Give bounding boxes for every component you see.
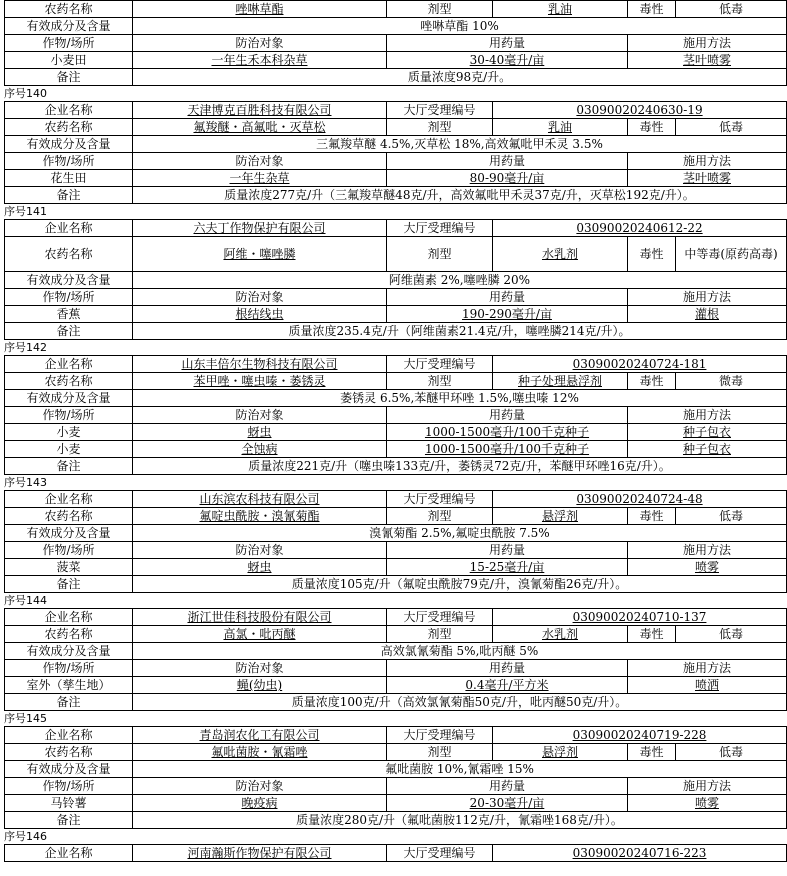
- dosage-header: 用药量: [386, 34, 628, 52]
- use-target: 全蚀病: [132, 440, 387, 458]
- toxicity-value: 微毒: [675, 372, 787, 390]
- company-label: 企业名称: [4, 219, 133, 237]
- dosage-header: 用药量: [386, 406, 628, 424]
- crop-header: 作物/场所: [4, 288, 133, 306]
- hall-no-label: 大厅受理编号: [386, 490, 493, 508]
- company-label: 企业名称: [4, 101, 133, 119]
- ingredients-label: 有效成分及含量: [4, 17, 133, 35]
- hall-no-value: 03090020240630-19: [492, 101, 787, 119]
- ingredients-value: 萎锈灵 6.5%,苯醚甲环唑 1.5%,噻虫嗪 12%: [132, 389, 787, 407]
- method-header: 施用方法: [627, 406, 787, 424]
- sequence-value: 140: [26, 86, 47, 100]
- use-dosage: 1000-1500毫升/100千克种子: [386, 423, 628, 441]
- crop-header: 作物/场所: [4, 541, 133, 559]
- remark-value: 质量浓度105克/升（氟啶虫酰胺79克/升，溴氰菊酯26克/升）。: [132, 575, 787, 593]
- sequence-prefix: 序号: [4, 340, 26, 354]
- method-header: 施用方法: [627, 288, 787, 306]
- formulation-value: 水乳剂: [492, 625, 628, 643]
- pesticide-label: 农药名称: [4, 118, 133, 136]
- sequence-number: [0, 474, 787, 490]
- dosage-header: 用药量: [386, 541, 628, 559]
- formulation-label: 剂型: [386, 743, 493, 761]
- use-target: 一年生杂草: [132, 169, 387, 187]
- pesticide-name: 氟羧醚・高氟吡・灭草松: [132, 118, 387, 136]
- target-header: 防治对象: [132, 777, 387, 795]
- remark-value: 质量浓度280克/升（氟吡菌胺112克/升，氰霜唑168克/升）。: [132, 811, 787, 829]
- hall-no-value: 03090020240612-22: [492, 219, 787, 237]
- company-name: 天津博克百胜科技有限公司: [132, 101, 387, 119]
- pesticide-label: 农药名称: [4, 625, 133, 643]
- remark-label: 备注: [4, 693, 133, 711]
- use-crop: 马铃薯: [4, 794, 133, 812]
- company-label: 企业名称: [4, 726, 133, 744]
- remark-value: 质量浓度221克/升（噻虫嗪133克/升，萎锈灵72克/升，苯醚甲环唑16克/升）。: [132, 457, 787, 475]
- ingredients-label: 有效成分及含量: [4, 642, 133, 660]
- remark-value: 质量浓度98克/升。: [132, 68, 787, 86]
- pesticide-name: 高氯・吡丙醚: [132, 625, 387, 643]
- hall-no-label: 大厅受理编号: [386, 726, 493, 744]
- hall-no-value: 03090020240716-223: [492, 844, 787, 862]
- formulation-label: 剂型: [386, 0, 493, 18]
- company-label: 企业名称: [4, 355, 133, 373]
- toxicity-label: 毒性: [627, 0, 676, 18]
- ingredients-label: 有效成分及含量: [4, 389, 133, 407]
- toxicity-value: 中等毒(原药高毒): [675, 236, 787, 272]
- hall-no-label: 大厅受理编号: [386, 355, 493, 373]
- ingredients-value: 三氟羧草醚 4.5%,灭草松 18%,高效氟吡甲禾灵 3.5%: [132, 135, 787, 153]
- use-target: 一年生禾本科杂草: [132, 51, 387, 69]
- use-dosage: 0.4毫升/平方米: [386, 676, 628, 694]
- target-header: 防治对象: [132, 288, 387, 306]
- target-header: 防治对象: [132, 152, 387, 170]
- use-dosage: 190-290毫升/亩: [386, 305, 628, 323]
- pesticide-label: 农药名称: [4, 507, 133, 525]
- use-target: 蚜虫: [132, 558, 387, 576]
- hall-no-value: 03090020240710-137: [492, 608, 787, 626]
- use-method: 喷洒: [627, 676, 787, 694]
- method-header: 施用方法: [627, 152, 787, 170]
- remark-label: 备注: [4, 457, 133, 475]
- sequence-prefix: 序号: [4, 475, 26, 489]
- use-crop: 小麦: [4, 440, 133, 458]
- method-header: 施用方法: [627, 34, 787, 52]
- toxicity-label: 毒性: [627, 236, 676, 272]
- sequence-number: [0, 85, 787, 101]
- sequence-number: [0, 828, 787, 844]
- use-dosage: 80-90毫升/亩: [386, 169, 628, 187]
- use-crop: 香蕉: [4, 305, 133, 323]
- hall-no-label: 大厅受理编号: [386, 101, 493, 119]
- formulation-label: 剂型: [386, 507, 493, 525]
- use-target: 蚜虫: [132, 423, 387, 441]
- toxicity-value: 低毒: [675, 625, 787, 643]
- sequence-prefix: 序号: [4, 711, 26, 725]
- ingredients-value: 溴氰菊酯 2.5%,氟啶虫酰胺 7.5%: [132, 524, 787, 542]
- dosage-header: 用药量: [386, 659, 628, 677]
- use-crop: 菠菜: [4, 558, 133, 576]
- sequence-number: [0, 710, 787, 726]
- sequence-prefix: 序号: [4, 204, 26, 218]
- toxicity-label: 毒性: [627, 625, 676, 643]
- formulation-label: 剂型: [386, 625, 493, 643]
- remark-value: 质量浓度235.4克/升（阿维菌素21.4克/升，噻唑膦214克/升）。: [132, 322, 787, 340]
- method-header: 施用方法: [627, 541, 787, 559]
- use-method: 种子包衣: [627, 423, 787, 441]
- toxicity-label: 毒性: [627, 743, 676, 761]
- company-label: 企业名称: [4, 844, 133, 862]
- hall-no-value: 03090020240719-228: [492, 726, 787, 744]
- company-name: 河南瀚斯作物保护有限公司: [132, 844, 387, 862]
- use-method: 茎叶喷雾: [627, 51, 787, 69]
- ingredients-label: 有效成分及含量: [4, 760, 133, 778]
- method-header: 施用方法: [627, 777, 787, 795]
- company-name: 青岛润农化工有限公司: [132, 726, 387, 744]
- company-name: 山东滨农科技有限公司: [132, 490, 387, 508]
- target-header: 防治对象: [132, 659, 387, 677]
- toxicity-label: 毒性: [627, 507, 676, 525]
- use-target: 晚疫病: [132, 794, 387, 812]
- company-label: 企业名称: [4, 608, 133, 626]
- sequence-prefix: 序号: [4, 829, 26, 843]
- ingredients-value: 唑啉草酯 10%: [132, 17, 787, 35]
- ingredients-value: 氟吡菌胺 10%,氰霜唑 15%: [132, 760, 787, 778]
- company-label: 企业名称: [4, 490, 133, 508]
- crop-header: 作物/场所: [4, 659, 133, 677]
- sequence-value: 146: [26, 829, 47, 843]
- pesticide-name: 氟吡菌胺・氰霜唑: [132, 743, 387, 761]
- toxicity-value: 低毒: [675, 0, 787, 18]
- hall-no-label: 大厅受理编号: [386, 608, 493, 626]
- company-name: 六夫丁作物保护有限公司: [132, 219, 387, 237]
- sequence-value: 141: [26, 204, 47, 218]
- crop-header: 作物/场所: [4, 34, 133, 52]
- use-dosage: 30-40毫升/亩: [386, 51, 628, 69]
- formulation-value: 水乳剂: [492, 236, 628, 272]
- dosage-header: 用药量: [386, 777, 628, 795]
- use-target: 蝇(幼虫): [132, 676, 387, 694]
- remark-label: 备注: [4, 68, 133, 86]
- pesticide-name: 氟啶虫酰胺・溴氰菊酯: [132, 507, 387, 525]
- pesticide-label: 农药名称: [4, 743, 133, 761]
- use-target: 根结线虫: [132, 305, 387, 323]
- toxicity-label: 毒性: [627, 372, 676, 390]
- toxicity-value: 低毒: [675, 118, 787, 136]
- target-header: 防治对象: [132, 34, 387, 52]
- hall-no-value: 03090020240724-181: [492, 355, 787, 373]
- toxicity-label: 毒性: [627, 118, 676, 136]
- formulation-label: 剂型: [386, 372, 493, 390]
- formulation-value: 种子处理悬浮剂: [492, 372, 628, 390]
- dosage-header: 用药量: [386, 288, 628, 306]
- use-method: 种子包衣: [627, 440, 787, 458]
- formulation-label: 剂型: [386, 118, 493, 136]
- sequence-value: 145: [26, 711, 47, 725]
- ingredients-value: 阿维菌素 2%,噻唑膦 20%: [132, 271, 787, 289]
- use-crop: 室外（孳生地）: [4, 676, 133, 694]
- use-crop: 花生田: [4, 169, 133, 187]
- use-crop: 小麦田: [4, 51, 133, 69]
- hall-no-value: 03090020240724-48: [492, 490, 787, 508]
- pesticide-name: 阿维・噻唑膦: [132, 236, 387, 272]
- use-method: 喷雾: [627, 558, 787, 576]
- sequence-number: [0, 592, 787, 608]
- hall-no-label: 大厅受理编号: [386, 844, 493, 862]
- remark-label: 备注: [4, 186, 133, 204]
- sequence-value: 143: [26, 475, 47, 489]
- method-header: 施用方法: [627, 659, 787, 677]
- use-dosage: 1000-1500毫升/100千克种子: [386, 440, 628, 458]
- pesticide-label: 农药名称: [4, 236, 133, 272]
- toxicity-value: 低毒: [675, 743, 787, 761]
- company-name: 山东丰倍尔生物科技有限公司: [132, 355, 387, 373]
- ingredients-label: 有效成分及含量: [4, 271, 133, 289]
- target-header: 防治对象: [132, 541, 387, 559]
- formulation-value: 乳油: [492, 118, 628, 136]
- sequence-prefix: 序号: [4, 86, 26, 100]
- use-dosage: 15-25毫升/亩: [386, 558, 628, 576]
- pesticide-label: 农药名称: [4, 0, 133, 18]
- sequence-value: 142: [26, 340, 47, 354]
- hall-no-label: 大厅受理编号: [386, 219, 493, 237]
- remark-label: 备注: [4, 575, 133, 593]
- ingredients-value: 高效氯氰菊酯 5%,吡丙醚 5%: [132, 642, 787, 660]
- sequence-value: 144: [26, 593, 47, 607]
- use-crop: 小麦: [4, 423, 133, 441]
- remark-label: 备注: [4, 322, 133, 340]
- sequence-number: [0, 203, 787, 219]
- crop-header: 作物/场所: [4, 152, 133, 170]
- use-method: 茎叶喷雾: [627, 169, 787, 187]
- remark-value: 质量浓度100克/升（高效氯氰菊酯50克/升，吡丙醚50克/升）。: [132, 693, 787, 711]
- crop-header: 作物/场所: [4, 777, 133, 795]
- pesticide-name: 唑啉草酯: [132, 0, 387, 18]
- formulation-value: 悬浮剂: [492, 507, 628, 525]
- pesticide-name: 苯甲唑・噻虫嗪・萎锈灵: [132, 372, 387, 390]
- ingredients-label: 有效成分及含量: [4, 524, 133, 542]
- use-dosage: 20-30毫升/亩: [386, 794, 628, 812]
- formulation-label: 剂型: [386, 236, 493, 272]
- dosage-header: 用药量: [386, 152, 628, 170]
- pesticide-label: 农药名称: [4, 372, 133, 390]
- remark-value: 质量浓度277克/升（三氟羧草醚48克/升，高效氟吡甲禾灵37克/升，灭草松192克/升）。: [132, 186, 787, 204]
- crop-header: 作物/场所: [4, 406, 133, 424]
- ingredients-label: 有效成分及含量: [4, 135, 133, 153]
- sequence-prefix: 序号: [4, 593, 26, 607]
- use-method: 灌根: [627, 305, 787, 323]
- company-name: 浙江世佳科技股份有限公司: [132, 608, 387, 626]
- use-method: 喷雾: [627, 794, 787, 812]
- toxicity-value: 低毒: [675, 507, 787, 525]
- formulation-value: 乳油: [492, 0, 628, 18]
- remark-label: 备注: [4, 811, 133, 829]
- sequence-number: [0, 339, 787, 355]
- formulation-value: 悬浮剂: [492, 743, 628, 761]
- target-header: 防治对象: [132, 406, 387, 424]
